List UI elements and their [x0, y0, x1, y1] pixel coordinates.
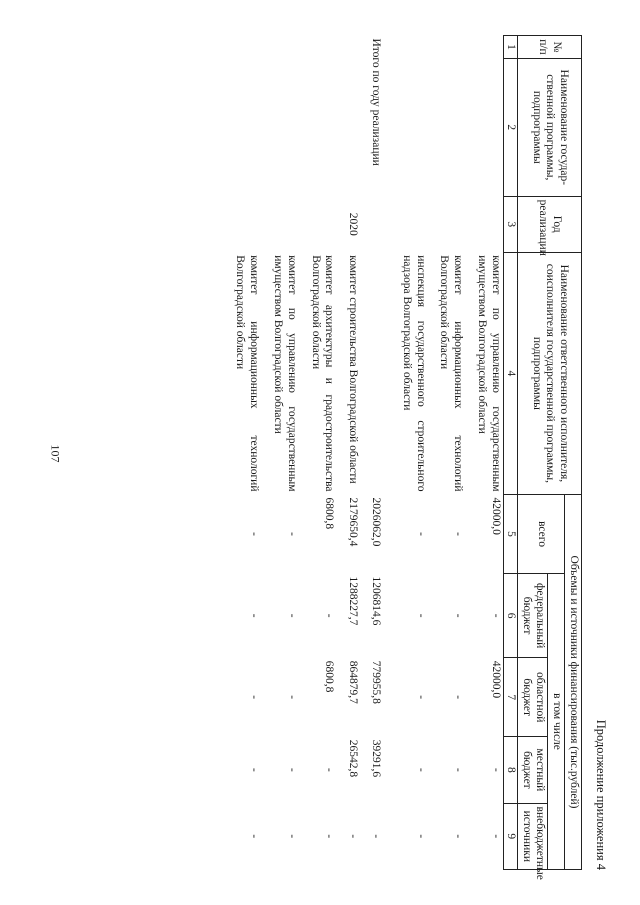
column-number: 5	[503, 495, 517, 574]
executor-cell: комитет строительства Волгоградской области	[347, 255, 360, 484]
regional-cell: 779955,8	[370, 660, 383, 704]
header-local: местный бюджет	[517, 737, 548, 803]
header-no: № п/п	[517, 36, 581, 59]
table-row	[390, 36, 428, 870]
year-cell: 2020	[347, 212, 360, 236]
federal-cell: -	[414, 613, 427, 618]
executor-cell: комитет архитектуры и градостроительства Волгоградской области	[309, 255, 336, 492]
local-cell: -	[489, 767, 502, 772]
total-cell: 42000,0	[489, 497, 502, 535]
local-cell: 39291,6	[370, 739, 383, 778]
continuation-title: Продолжение приложения 4	[594, 719, 608, 870]
regional-cell: 42000,0	[489, 660, 502, 699]
rotated-page-content	[40, 35, 610, 880]
header-total: всего	[517, 495, 564, 574]
extra-cell: -	[489, 834, 502, 839]
regional-cell: -	[414, 695, 427, 700]
table-row	[336, 36, 360, 870]
total-cell: -	[414, 532, 427, 536]
local-cell: -	[248, 767, 261, 772]
header-executor: Наименование ответственного исполнителя, соисполнителя государственной программы, подпрограммы	[517, 252, 581, 494]
page-number: 107	[48, 444, 63, 463]
column-number: 8	[503, 737, 517, 803]
header-volumes: Объемы и источники финансирования (тыс.рублей)	[565, 495, 582, 870]
table-row	[261, 36, 299, 870]
table-row	[299, 36, 337, 870]
extra-cell: -	[248, 834, 261, 839]
header-regional: областной бюджет	[517, 658, 548, 737]
header-program: Наименование государ- ственной программы, подпрограммы	[517, 58, 581, 196]
executor-cell: комитет по управлению государственным имуществом Волгоградской области	[476, 255, 502, 492]
local-cell: -	[452, 767, 465, 772]
local-cell: -	[323, 767, 336, 772]
federal-cell: -	[489, 613, 502, 618]
table-row	[224, 36, 262, 870]
total-label: Итого по году реализации	[370, 38, 383, 166]
federal-cell: 1288227,7	[347, 576, 360, 626]
executor-cell: комитет информационных технологий Волгоградской области	[234, 255, 261, 492]
extra-cell: -	[347, 834, 360, 839]
header-year: Год реализации	[517, 196, 581, 252]
total-cell: -	[248, 532, 261, 536]
table-row	[465, 36, 503, 870]
federal-cell: 1206814,6	[370, 576, 383, 626]
column-number: 1	[503, 36, 517, 59]
total-cell: 2026062,0	[370, 497, 383, 547]
header-in-that: в том числе	[548, 574, 565, 870]
column-number: 7	[503, 658, 517, 737]
extra-cell: -	[285, 834, 298, 839]
federal-cell: -	[285, 613, 298, 618]
regional-cell: -	[248, 695, 261, 700]
federal-cell: -	[248, 613, 261, 618]
total-row	[360, 36, 390, 870]
financing-table	[224, 35, 582, 880]
column-number: 6	[503, 574, 517, 658]
executor-cell: комитет по управлению государственным имуществом Волгоградской области	[272, 255, 298, 492]
regional-cell: 864879,7	[347, 660, 360, 704]
local-cell: 26542,8	[347, 739, 360, 778]
total-cell: 6800,8	[323, 497, 336, 530]
federal-cell: -	[452, 613, 465, 618]
column-number: 4	[503, 252, 517, 494]
column-number: 2	[503, 58, 517, 196]
extra-cell: -	[452, 834, 465, 839]
regional-cell: -	[285, 695, 298, 700]
local-cell: -	[285, 767, 298, 772]
local-cell: -	[414, 767, 427, 772]
extra-cell: -	[370, 834, 383, 839]
executor-cell: комитет информационных технологий Волгоградской области	[438, 255, 465, 492]
column-number-row	[503, 36, 517, 870]
regional-cell: 6800,8	[323, 660, 336, 693]
table-row	[428, 36, 466, 870]
extra-cell: -	[323, 834, 336, 839]
total-cell: -	[285, 532, 298, 536]
column-number: 3	[503, 196, 517, 252]
federal-cell: -	[323, 613, 336, 618]
header-federal: федеральный бюджет	[517, 574, 548, 658]
extra-cell: -	[414, 834, 427, 839]
executor-cell: инспекция государственного строительного надзора Волгоградской области	[400, 255, 427, 492]
regional-cell: -	[452, 695, 465, 700]
column-number: 9	[503, 803, 517, 869]
header-extra: внебюджетные источники	[517, 803, 548, 869]
total-cell: -	[452, 532, 465, 536]
total-cell: 2179650,4	[347, 497, 360, 547]
